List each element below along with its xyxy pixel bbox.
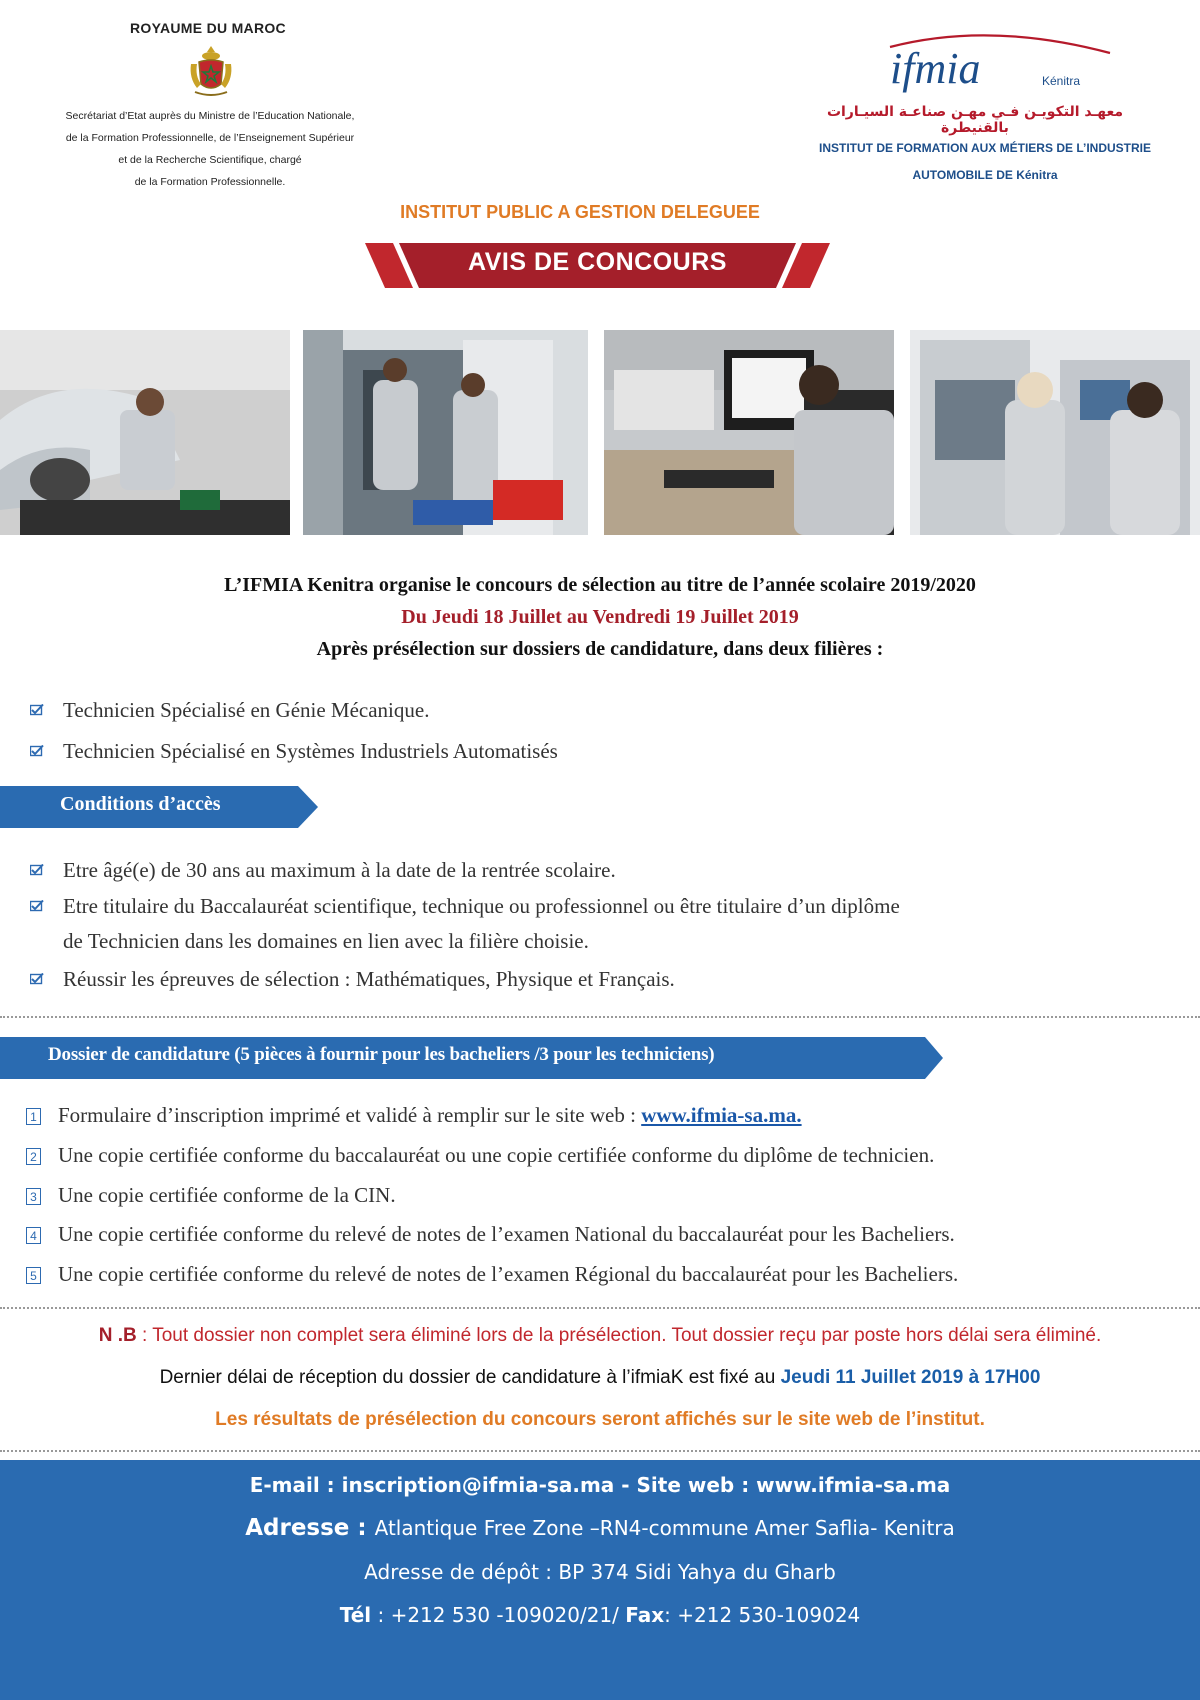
intro-dates: Du Jeudi 18 Juillet au Vendredi 19 Juillet 2019: [401, 606, 799, 628]
website-link[interactable]: www.ifmia-sa.ma.: [641, 1103, 802, 1127]
conditions-title: Conditions d’accès: [60, 793, 221, 815]
filiere-2: Technicien Spécialisé en Systèmes Industriels Automatisés: [63, 739, 558, 763]
institute-name-arabic: معهـد التكويـن فـي مهـن صناعـة السيـارات بالقنيطرة: [826, 104, 1124, 136]
divider: [0, 1450, 1200, 1452]
photo-mechanic-car: [0, 330, 290, 535]
dossier-item-4: Une copie certifiée conforme du relevé de notes de l’examen National du baccalauréat pour les Bacheliers.: [58, 1222, 955, 1246]
photo-computer-lab: [604, 330, 894, 535]
deadline-text: Dernier délai de réception du dossier de candidature à l’ifmiaK est fixé au: [159, 1367, 781, 1388]
checkbox-icon: [30, 864, 44, 876]
nb-note: [0, 1325, 1200, 1347]
institute-name-line-1: INSTITUT DE FORMATION AUX MÉTIERS DE L’INDUSTRIE: [818, 141, 1151, 155]
public-institute-label: INSTITUT PUBLIC A GESTION DELEGUEE: [400, 202, 760, 222]
ministry-line-3: et de la Recherche Scientifique, chargé: [118, 154, 302, 166]
number-2-icon: 2: [26, 1148, 41, 1165]
divider: [0, 1307, 1200, 1309]
tel-value: : +212 530 -109020/21/: [371, 1603, 626, 1627]
filiere-1: Technicien Spécialisé en Génie Mécanique.: [63, 698, 430, 722]
footer-phone-fax: [0, 1603, 1200, 1627]
condition-2: Etre titulaire du Baccalauréat scientifique, technique ou professionnel ou être titulaire d’un diplôme: [63, 894, 900, 918]
dossier-item-5: Une copie certifiée conforme du relevé de notes de l’examen Régional du baccalauréat pour les Bacheliers.: [58, 1262, 959, 1286]
svg-text:ifmia: ifmia: [890, 44, 981, 93]
condition-3: Réussir les épreuves de sélection : Mathématiques, Physique et Français.: [63, 967, 675, 991]
ministry-line-4: de la Formation Professionnelle.: [134, 176, 286, 188]
intro-line-3: Après présélection sur dossiers de candidature, dans deux filières :: [316, 638, 884, 660]
dossier-item-1: Formulaire d’inscription imprimé et validé à remplir sur le site web :: [58, 1103, 642, 1127]
ministry-line-2: de la Formation Professionnelle, de l’Enseignement Supérieur: [65, 132, 355, 144]
banner-title: AVIS DE CONCOURS: [468, 248, 727, 276]
conditions-header: [0, 786, 320, 828]
photo-cnc-machine: [910, 330, 1200, 535]
deadline-date: Jeudi 11 Juillet 2019 à 17H00: [780, 1367, 1041, 1388]
ministry-line-1: Secrétariat d’Etat auprès du Ministre de l’Education Nationale,: [65, 110, 355, 122]
intro-line-1: L’IFMIA Kenitra organise le concours de sélection au titre de l’année scolaire 2019/2020: [224, 574, 976, 596]
moroccan-emblem-icon: [185, 42, 237, 100]
checkbox-icon: [30, 704, 44, 716]
fax-label: Fax: [625, 1603, 665, 1627]
number-3-icon: 3: [26, 1188, 41, 1205]
ifmia-logo: [870, 25, 1120, 95]
institute-name-line-2: AUTOMOBILE DE Kénitra: [912, 168, 1058, 182]
footer-address: [0, 1515, 1200, 1541]
number-4-icon: 4: [26, 1227, 41, 1244]
address-label: Adresse :: [245, 1515, 375, 1541]
condition-1: Etre âgé(e) de 30 ans au maximum à la date de la rentrée scolaire.: [63, 858, 616, 882]
condition-2-continued: de Technicien dans les domaines en lien avec la filière choisie.: [63, 929, 589, 953]
divider: [0, 1016, 1200, 1018]
checkbox-icon: [30, 973, 44, 985]
tel-label: Tél: [339, 1603, 372, 1627]
nb-text: : Tout dossier non complet sera éliminé lors de la présélection. Tout dossier reçu par poste hors délai sera éliminé.: [136, 1325, 1102, 1346]
footer-email-site: E-mail : inscription@ifmia-sa.ma - Site web : www.ifmia-sa.ma: [249, 1473, 951, 1497]
nb-label: N .B: [98, 1325, 137, 1346]
footer-depot: Adresse de dépôt : BP 374 Sidi Yahya du Gharb: [364, 1560, 836, 1584]
dossier-title: Dossier de candidature (5 pièces à fournir pour les bacheliers /3 pour les techniciens): [48, 1044, 715, 1065]
dossier-item-2: Une copie certifiée conforme du baccalauréat ou une copie certifiée conforme du diplôme de technicien.: [58, 1143, 935, 1167]
kingdom-label: ROYAUME DU MAROC: [130, 20, 286, 36]
photo-electrical-cabinet: [303, 330, 588, 535]
results-note: Les résultats de présélection du concours seront affichés sur le site web de l’institut.: [215, 1409, 985, 1430]
dossier-header: [0, 1037, 945, 1079]
address-text: Atlantique Free Zone –RN4-commune Amer Saflia- Kenitra: [374, 1516, 955, 1540]
checkbox-icon: [30, 900, 44, 912]
number-5-icon: 5: [26, 1267, 41, 1284]
checkbox-icon: [30, 745, 44, 757]
dossier-item-3: Une copie certifiée conforme de la CIN.: [58, 1183, 396, 1207]
deadline-note: [0, 1367, 1200, 1389]
fax-value: : +212 530-109024: [664, 1603, 861, 1627]
number-1-icon: 1: [26, 1108, 41, 1125]
svg-text:Kénitra: Kénitra: [1042, 74, 1081, 88]
